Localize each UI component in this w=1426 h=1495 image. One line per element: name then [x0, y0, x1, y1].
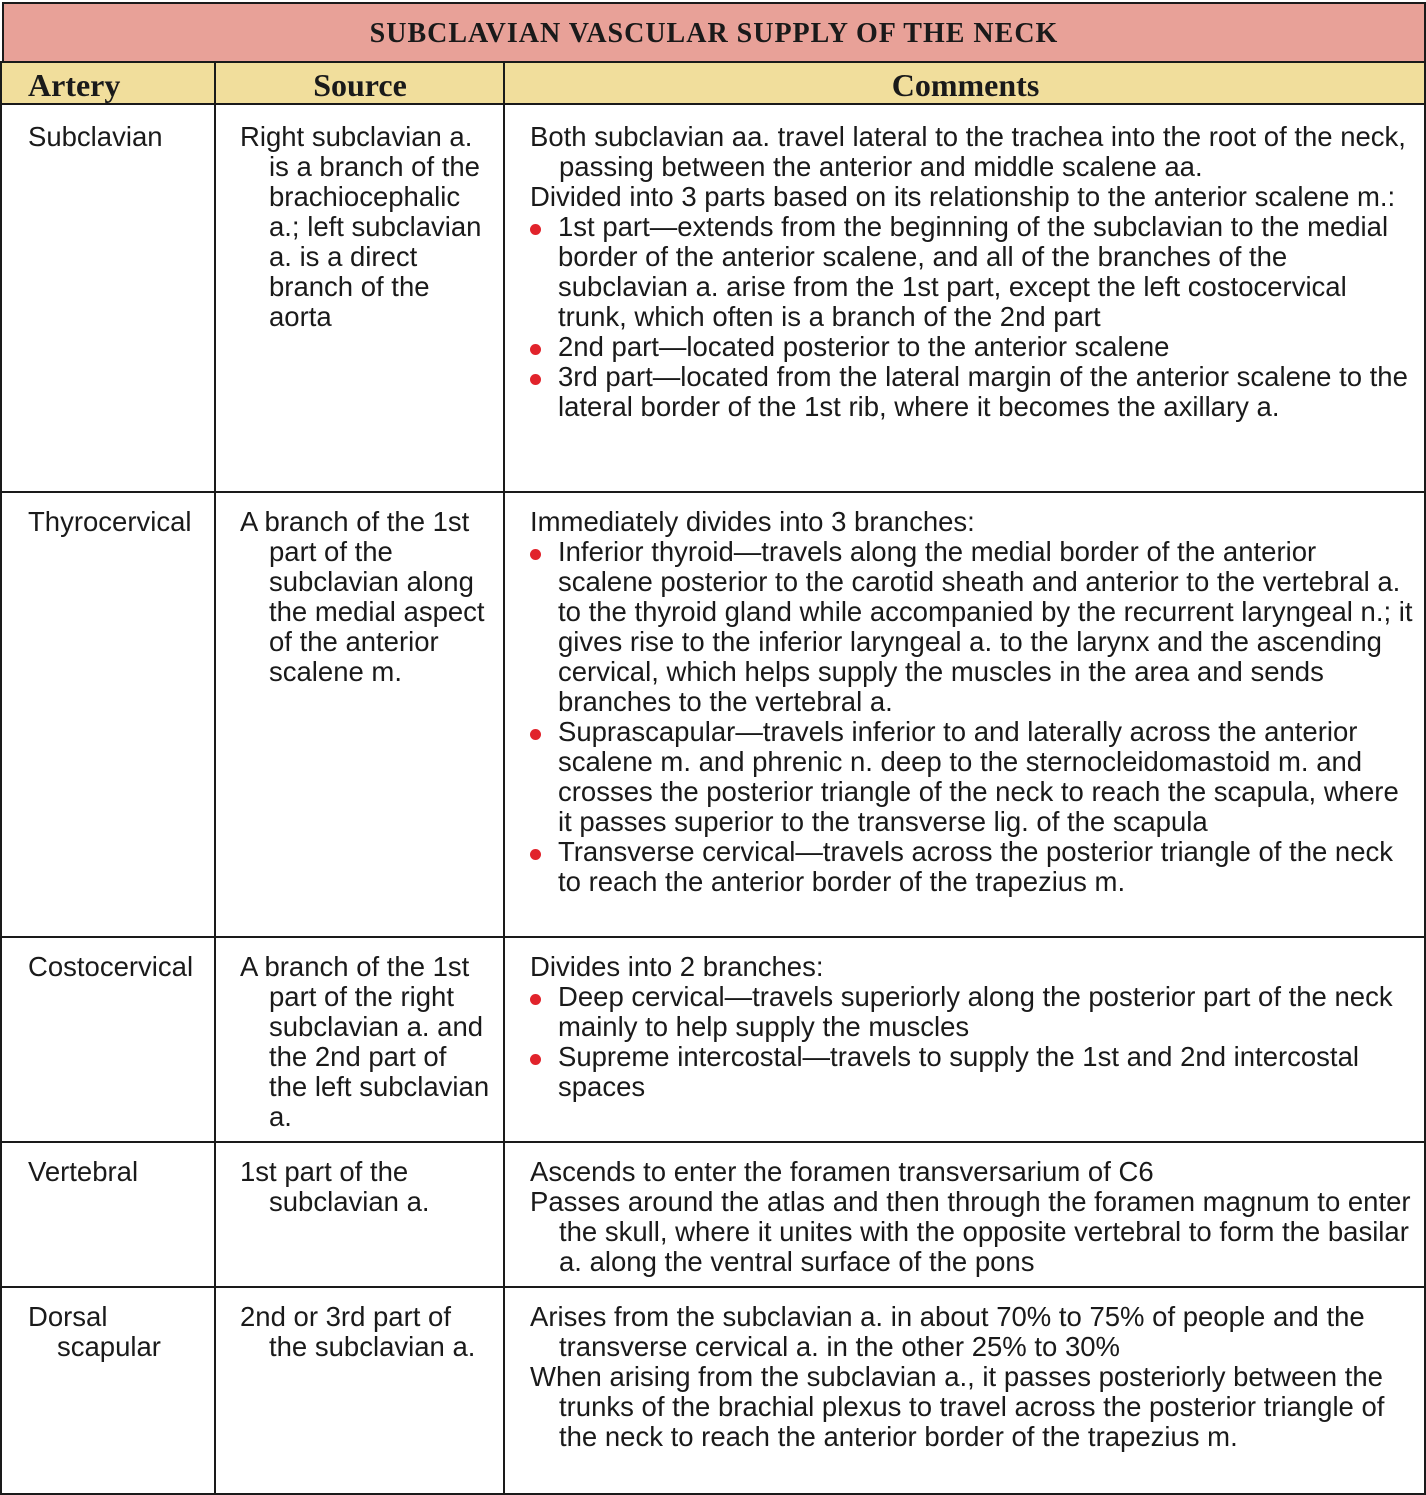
table-row — [28, 1157, 208, 1187]
source-cell — [240, 1302, 490, 1362]
bullet-item — [530, 362, 1415, 422]
comment-line: When arising from the subclavian a., it passes posteriorly between the trunks of the brachial plexus to travel across the posterior triangle of the neck to reach the anterior border of the trapezius m. — [530, 1361, 1385, 1452]
artery-name: Subclavian — [28, 121, 163, 152]
bullet-text: 1st part—extends from the beginning of the subclavian to the medial border of the anterior scalene, and all of the branches of the subclavian a. arise from the 1st part, except the left costocervical trunk, which often is a branch of the 2nd part — [558, 211, 1389, 332]
artery-name: Costocervical — [28, 951, 194, 982]
table-row — [28, 122, 208, 152]
row-divider — [0, 936, 1426, 938]
bullet-icon — [530, 374, 541, 385]
source-cell — [240, 952, 490, 1132]
column-divider-1 — [214, 61, 216, 1495]
artery-name: Vertebral — [28, 1156, 139, 1187]
comments-cell — [530, 952, 1415, 1102]
row-divider — [0, 491, 1426, 493]
artery-name: Dorsal scapular — [28, 1301, 161, 1362]
source-text: A branch of the 1st part of the right subclavian a. and the 2nd part of the left subclavian a. — [240, 951, 490, 1132]
comment-line: Both subclavian aa. travel lateral to the trachea into the root of the neck, passing between the anterior and middle scalene aa. — [530, 121, 1406, 182]
comment-line: Passes around the atlas and then through the foramen magnum to enter the skull, where it unites with the opposite vertebral to form the basilar a. along the ventral surface of the pons — [530, 1186, 1411, 1277]
source-text: 1st part of the subclavian a. — [240, 1156, 430, 1217]
source-cell — [240, 507, 490, 687]
header-comments: Comments — [505, 61, 1426, 105]
comment-line: Divides into 2 branches: — [530, 951, 824, 982]
bullet-item — [530, 717, 1415, 837]
header-artery: Artery — [0, 61, 215, 105]
bullet-icon — [530, 729, 541, 740]
source-text: 2nd or 3rd part of the subclavian a. — [240, 1301, 476, 1362]
table-border-left — [0, 61, 2, 1495]
comments-cell — [530, 1302, 1415, 1452]
bullet-item — [530, 212, 1415, 332]
bullet-item — [530, 1042, 1415, 1102]
bullet-text: Deep cervical—travels superiorly along the posterior part of the neck mainly to help supply the muscles — [558, 981, 1393, 1042]
comment-line: Arises from the subclavian a. in about 70% to 75% of people and the transverse cervical a. in the other 25% to 30% — [530, 1301, 1365, 1362]
row-divider — [0, 1141, 1426, 1143]
bullet-icon — [530, 994, 541, 1005]
bullet-item — [530, 837, 1415, 897]
row-divider — [0, 1286, 1426, 1288]
comment-line: Divided into 3 parts based on its relationship to the anterior scalene m.: — [530, 181, 1396, 212]
column-divider-2 — [503, 61, 505, 1495]
source-text: Right subclavian a. is a branch of the brachiocephalic a.; left subclavian a. is a direct branch of the aorta — [240, 121, 482, 332]
bullet-icon — [530, 224, 541, 235]
bullet-icon — [530, 849, 541, 860]
comments-cell — [530, 507, 1415, 897]
table-title: SUBCLAVIAN VASCULAR SUPPLY OF THE NECK — [2, 2, 1426, 63]
bullet-item — [530, 332, 1415, 362]
comment-line: Ascends to enter the foramen transversarium of C6 — [530, 1156, 1154, 1187]
bullet-text: Suprascapular—travels inferior to and laterally across the anterior scalene m. and phrenic n. deep to the sternocleidomastoid m. and crosses the posterior triangle of the neck to reach the scapula, where it passes superior to the transverse lig. of the scapula — [558, 716, 1399, 837]
header-source: Source — [215, 61, 505, 105]
bullet-text: 3rd part—located from the lateral margin of the anterior scalene to the lateral border of the 1st rib, where it becomes the axillary a. — [558, 361, 1408, 422]
bullet-text: Transverse cervical—travels across the posterior triangle of the neck to reach the anterior border of the trapezius m. — [558, 836, 1394, 897]
table-row — [28, 952, 208, 982]
bullet-item — [530, 982, 1415, 1042]
comment-line: Immediately divides into 3 branches: — [530, 506, 975, 537]
source-text: A branch of the 1st part of the subclavian along the medial aspect of the anterior scalene m. — [240, 506, 485, 687]
bullet-icon — [530, 1054, 541, 1065]
table-row — [28, 1302, 208, 1362]
bullet-item — [530, 537, 1415, 717]
bullet-text: Supreme intercostal—travels to supply the 1st and 2nd intercostal spaces — [558, 1041, 1359, 1102]
bullet-icon — [530, 549, 541, 560]
artery-name: Thyrocervical — [28, 506, 192, 537]
source-cell — [240, 1157, 490, 1217]
bullet-text: 2nd part—located posterior to the anterior scalene — [558, 331, 1170, 362]
bullet-text: Inferior thyroid—travels along the medial border of the anterior scalene posterior to the carotid sheath and anterior to the vertebral a. to the thyroid gland while accompanied by the recurrent laryngeal n.; it gives rise to the inferior laryngeal a. to the larynx and the ascending cervical, which helps supply the muscles in the area and sends branches to the vertebral a. — [558, 536, 1413, 717]
bullet-icon — [530, 344, 541, 355]
comments-cell — [530, 1157, 1415, 1277]
table-row — [28, 507, 208, 537]
comments-cell — [530, 122, 1415, 422]
source-cell — [240, 122, 490, 332]
